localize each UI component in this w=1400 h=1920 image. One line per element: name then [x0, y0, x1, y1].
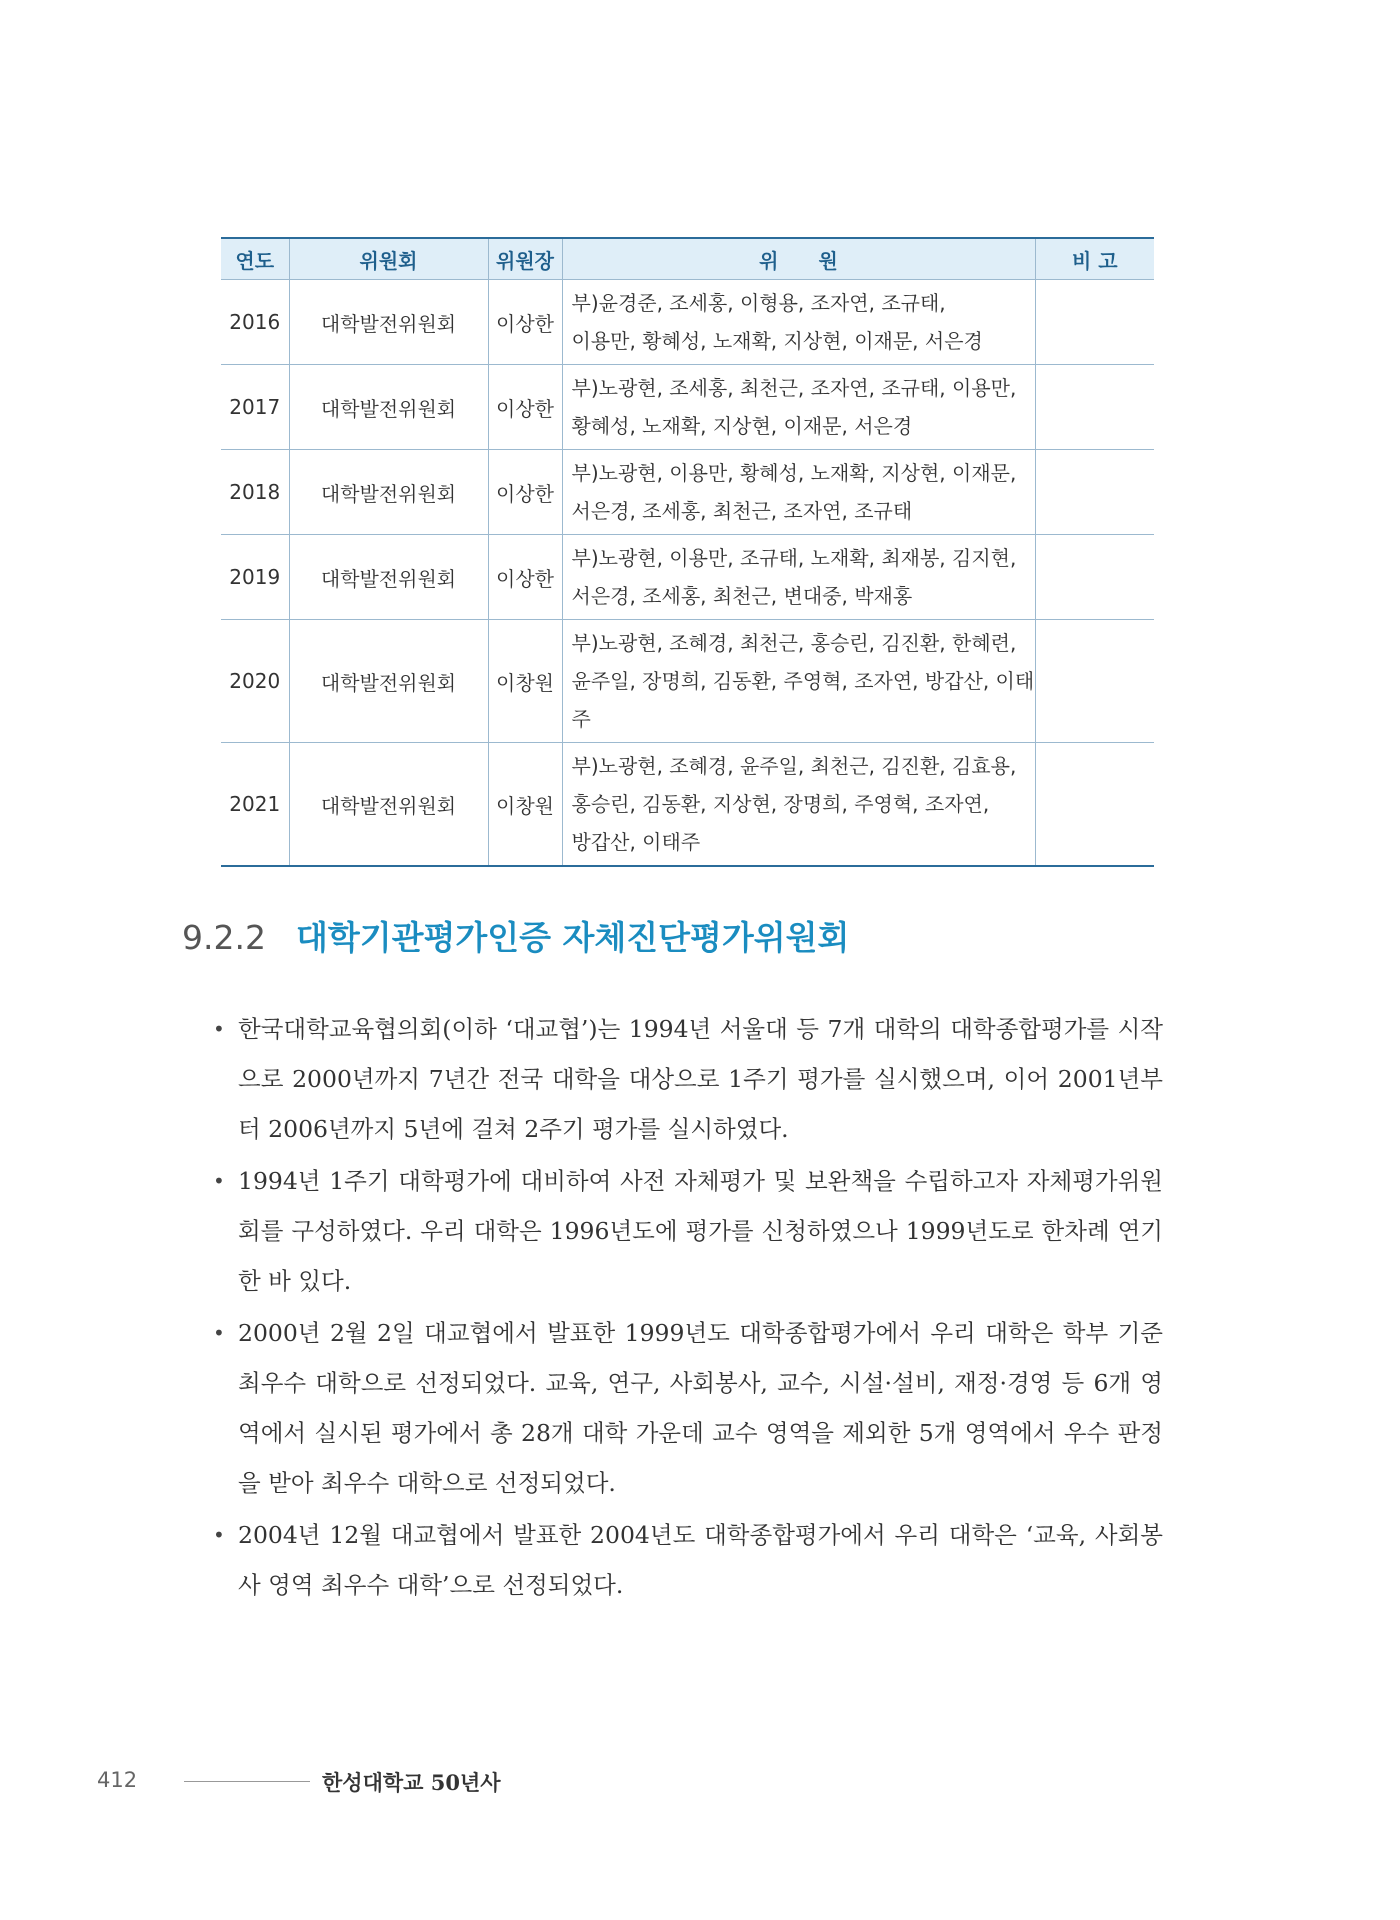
note-cell: [1035, 280, 1154, 365]
header-committee: 위원회: [289, 238, 488, 280]
members-line: 홍승린, 김동환, 지상현, 장명희, 주영혁, 조자연,: [571, 792, 990, 816]
members-line: 서은경, 조세홍, 최천근, 조자연, 조규태: [571, 499, 913, 523]
year-cell: 2017: [221, 365, 289, 450]
note-cell: [1035, 743, 1154, 867]
members-line: 방갑산, 이태주: [571, 830, 701, 854]
year-cell: 2019: [221, 535, 289, 620]
members-line: 윤주일, 장명희, 김동환, 주영혁, 조자연, 방갑산, 이태주: [571, 669, 1035, 731]
chair-cell: 이창원: [488, 620, 562, 743]
members-line: 서은경, 조세홍, 최천근, 변대중, 박재홍: [571, 584, 913, 608]
table-row: [221, 450, 1154, 535]
note-cell: [1035, 535, 1154, 620]
page-number: 412: [97, 1768, 138, 1792]
table-row: [221, 620, 1154, 743]
list-item: [208, 1156, 1163, 1306]
members-line: 부)윤경준, 조세홍, 이형용, 조자연, 조규태,: [571, 291, 946, 315]
members-line: 부)노광현, 조세홍, 최천근, 조자연, 조규태, 이용만,: [571, 376, 1017, 400]
bullet-list: [208, 1004, 1163, 1612]
committee-cell: 대학발전위원회: [289, 535, 488, 620]
committee-cell: 대학발전위원회: [289, 280, 488, 365]
chair-cell: 이창원: [488, 743, 562, 867]
list-item: [208, 1004, 1163, 1154]
section-heading: [182, 912, 849, 959]
list-item-text: 2004년 12월 대교협에서 발표한 2004년도 대학종합평가에서 우리 대학은 ‘교육, 사회봉사 영역 최우수 대학’으로 선정되었다.: [238, 1521, 1163, 1599]
members-line: 부)노광현, 조혜경, 윤주일, 최천근, 김진환, 김효용,: [571, 754, 1017, 778]
members-cell: [562, 280, 1035, 365]
book-title: 한성대학교 50년사: [322, 1770, 501, 1795]
year-cell: 2021: [221, 743, 289, 867]
list-item-text: 2000년 2월 2일 대교협에서 발표한 1999년도 대학종합평가에서 우리 대학은 학부 기준 최우수 대학으로 선정되었다. 교육, 연구, 사회봉사, 교수, 시설·설비, 재정·경영 등 6개 영역에서 실시된 평가에서 총 28개 대학 가운데 교수 영역을 제외한 5개 영역에서 우수 판정을 받아 최우수 대학으로 선정되었다.: [238, 1319, 1163, 1497]
list-item: [208, 1308, 1163, 1508]
footer-divider: [184, 1781, 310, 1782]
chair-cell: 이상한: [488, 365, 562, 450]
note-cell: [1035, 450, 1154, 535]
members-line: 황혜성, 노재확, 지상현, 이재문, 서은경: [571, 414, 913, 438]
header-note: 비 고: [1035, 238, 1154, 280]
members-line: 부)노광현, 이용만, 황혜성, 노재확, 지상현, 이재문,: [571, 461, 1017, 485]
bullet-dot-icon: •: [213, 1017, 225, 1041]
table-row: [221, 365, 1154, 450]
section-title: 대학기관평가인증 자체진단평가위원회: [295, 918, 850, 957]
committee-cell: 대학발전위원회: [289, 365, 488, 450]
table-row: [221, 743, 1154, 867]
members-cell: [562, 535, 1035, 620]
header-chair: 위원장: [488, 238, 562, 280]
section-number: 9.2.2: [182, 918, 266, 957]
table-row: [221, 280, 1154, 365]
members-line: 부)노광현, 조혜경, 최천근, 홍승린, 김진환, 한혜련,: [571, 631, 1017, 655]
table-header-row: [221, 238, 1154, 280]
note-cell: [1035, 365, 1154, 450]
members-cell: [562, 450, 1035, 535]
year-cell: 2018: [221, 450, 289, 535]
list-item-text: 한국대학교육협의회(이하 ‘대교협’)는 1994년 서울대 등 7개 대학의 대학종합평가를 시작으로 2000년까지 7년간 전국 대학을 대상으로 1주기 평가를 실시했으며, 이어 2001년부터 2006년까지 5년에 걸쳐 2주기 평가를 실시하였다.: [238, 1015, 1163, 1143]
bullet-dot-icon: •: [213, 1321, 225, 1345]
members-line: 부)노광현, 이용만, 조규태, 노재확, 최재봉, 김지현,: [571, 546, 1017, 570]
committee-cell: 대학발전위원회: [289, 620, 488, 743]
header-members: 위 원: [562, 238, 1035, 280]
members-line: 이용만, 황혜성, 노재확, 지상현, 이재문, 서은경: [571, 329, 983, 353]
bullet-dot-icon: •: [213, 1169, 225, 1193]
committee-table: [221, 237, 1154, 867]
table-row: [221, 535, 1154, 620]
chair-cell: 이상한: [488, 450, 562, 535]
header-year: 연도: [221, 238, 289, 280]
members-cell: [562, 365, 1035, 450]
year-cell: 2020: [221, 620, 289, 743]
list-item-text: 1994년 1주기 대학평가에 대비하여 사전 자체평가 및 보완책을 수립하고자 자체평가위원회를 구성하였다. 우리 대학은 1996년도에 평가를 신청하였으나 1999년도로 한차례 연기한 바 있다.: [238, 1167, 1163, 1295]
note-cell: [1035, 620, 1154, 743]
committee-cell: 대학발전위원회: [289, 450, 488, 535]
members-cell: [562, 620, 1035, 743]
members-cell: [562, 743, 1035, 867]
chair-cell: 이상한: [488, 535, 562, 620]
committee-cell: 대학발전위원회: [289, 743, 488, 867]
chair-cell: 이상한: [488, 280, 562, 365]
year-cell: 2016: [221, 280, 289, 365]
bullet-dot-icon: •: [213, 1523, 225, 1547]
list-item: [208, 1510, 1163, 1610]
